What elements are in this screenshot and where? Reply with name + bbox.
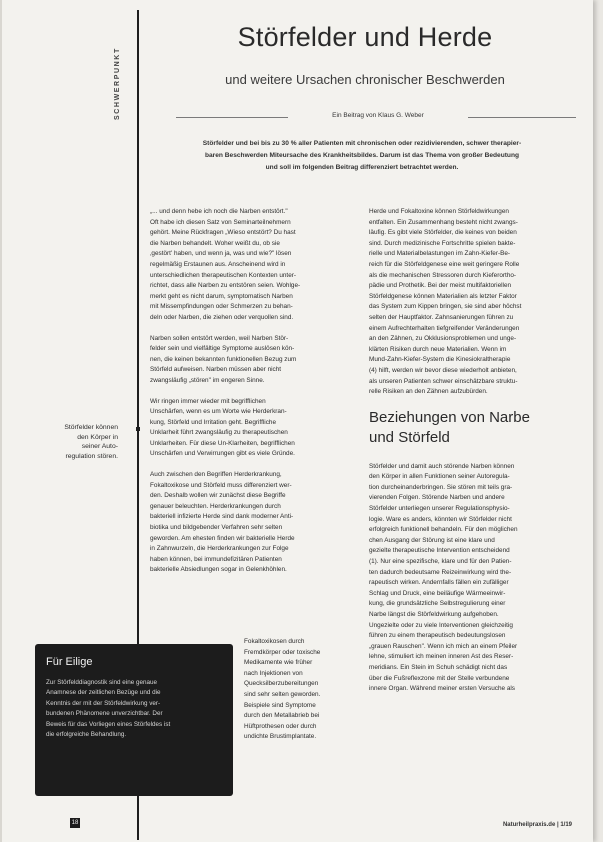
text-line: führen zu einem therapeutisch bedeutungslosen bbox=[369, 632, 506, 640]
intro-line: Störfelder und bei bis zu 30 % aller Patienten mit chronischen oder rezidivierenden, schwer therapier- bbox=[202, 140, 522, 147]
text-line: kung, Störfeld und Irritation geht. Begriffliche bbox=[150, 418, 276, 426]
footer-source: Naturheilpraxis.de | 1/19 bbox=[502, 822, 572, 828]
summary-line: bundenen Phänomene unverzichtbar. Der bbox=[46, 710, 163, 718]
text-line: Unschärfen, wenn es um Worte wie Herderkran- bbox=[150, 408, 287, 416]
text-line: Schlag und Druck, eine beiläufige Wärmeeinwir- bbox=[369, 589, 506, 597]
paragraph bbox=[369, 207, 572, 398]
text-line: Herde und Fokaltoxine können Störfeldwirkungen bbox=[369, 208, 509, 215]
text-line: „... und denn hebe ich noch die Narben entstört." bbox=[150, 208, 288, 215]
text-line: ten dadurch bedeutsame Reizeinwirkung wird the- bbox=[369, 568, 512, 576]
text-line: tion durcheinanderbringen. Sie stören mit teils gra- bbox=[369, 483, 513, 491]
text-line: unterschiedlichen therapeutischen Kontexten unter- bbox=[150, 271, 297, 279]
text-line: meridians. Ein Stein im Schuh schädigt nicht das bbox=[369, 663, 508, 671]
text-line: gehört. Meine Rückfragen „Wieso entstört? Du hast bbox=[150, 229, 296, 237]
marginal-line: den Körper in bbox=[77, 433, 118, 441]
text-line: Störfelder und damit auch störende Narben können bbox=[369, 462, 515, 470]
text-line: mit Missempfindungen oder Schmerzen zu behan- bbox=[150, 303, 293, 311]
left-column bbox=[150, 207, 350, 586]
text-line: in Zahnwurzeln, die Herderkrankungen zur Folge bbox=[150, 545, 289, 553]
text-line: undichte Brustimplantate. bbox=[244, 733, 317, 741]
text-line: rapeutisch wirken. Andernfalls fällen ein zufälliger bbox=[369, 579, 509, 587]
text-line: vierenden Folgen. Störende Narben und andere bbox=[369, 494, 505, 502]
marginal-line: seiner Auto- bbox=[81, 443, 118, 450]
text-line: (1). Nur eine spezifische, klare und für den Patien- bbox=[369, 558, 512, 566]
text-line: Quecksilberzubereitungen bbox=[244, 680, 319, 688]
summary-line: Anamnese der zeitlichen Bezüge und die bbox=[46, 689, 161, 697]
summary-box-title: Für Eilige bbox=[46, 656, 93, 668]
note-column bbox=[244, 637, 360, 743]
text-line: sind sehr selten geworden. bbox=[244, 690, 321, 698]
text-line: als unseren Patienten schwer einschätzbare struktu- bbox=[369, 377, 518, 385]
text-line: biotika und bildgebender Verfahren sehr selten bbox=[150, 524, 283, 532]
text-line: bakterielle Absiedlungen sogar in Gelenkhöhlen. bbox=[150, 566, 287, 574]
summary-line: Zur Störfelddiagnostik sind eine genaue bbox=[46, 679, 157, 686]
text-line: Störfeld aufweisen. Narben müssen aber nicht bbox=[150, 366, 282, 374]
text-line: klärten Risiken durch neue Materialien. Wenn im bbox=[369, 345, 507, 353]
text-line: lehne, stimuliert ich meinen inneren Ast des Reser- bbox=[369, 653, 514, 661]
text-line: regelmäßig Erstaunen aus. Anscheinend wird in bbox=[150, 260, 286, 268]
text-line: Ungezielte oder zu viele Interventionen gleichzeitig bbox=[369, 621, 513, 629]
marginal-note bbox=[32, 423, 118, 461]
text-line: Narbe längst die Störfeldwirkung aufgehoben. bbox=[369, 611, 499, 618]
text-line: reich für die Störfeldgenese eine weit geringere Rolle bbox=[369, 260, 520, 268]
heading-line: Beziehungen von Narbe bbox=[369, 408, 530, 426]
marginal-line: regulation stören. bbox=[65, 452, 118, 460]
text-line: Fokaltoxikose und Störfeld muss differenziert wer- bbox=[150, 481, 292, 489]
text-line: Fokaltoxikosen durch bbox=[244, 638, 305, 645]
intro-line: baren Beschwerden Miteursache des Krankheitsbildes. Darum ist das Thema von großer Bedeutung bbox=[204, 152, 520, 159]
text-line: kung, die grundsätzliche Selbstregulierung einer bbox=[369, 600, 506, 608]
text-line: ‚gestört' haben, und wenn ja, was und wie?" lösen bbox=[150, 250, 292, 258]
text-line: Unschärfen und Verwirrungen gibt es viele Gründe. bbox=[150, 450, 295, 458]
text-line: Störfeldgenese können Materialien als letzter Faktor bbox=[369, 292, 517, 300]
text-line: logie. Ware es anders, könnten wir Störfelder nicht bbox=[369, 515, 512, 523]
text-line: bakteriell infizierte Herde sind dank moderner Anti- bbox=[150, 513, 294, 521]
text-line: Mund-Zahn-Kiefer-System die Kinesiokraltherapie bbox=[369, 356, 511, 364]
text-line: nach Injektionen von bbox=[244, 669, 303, 677]
text-line: rielle und Materialbelastungen im Zahn-Kiefer-Be- bbox=[369, 250, 511, 258]
text-line: geworden. Am ehesten finden wir bakterielle Herde bbox=[150, 534, 295, 542]
summary-box-body bbox=[46, 678, 226, 740]
paragraph bbox=[150, 470, 350, 576]
text-line: pädie und Prothetik. Bei der meist multifaktoriellen bbox=[369, 282, 512, 290]
text-line: den Körper in allen Funktionen seiner Autoregula- bbox=[369, 473, 510, 481]
text-line: Oft habe ich diesen Satz von Seminarteilnehmern bbox=[150, 218, 291, 226]
text-line: merkt geht es nicht darum, symptomatisch Narben bbox=[150, 292, 293, 300]
text-line: Auch zwischen den Begriffen Herderkrankung, bbox=[150, 471, 282, 479]
text-line: genauer beleuchten. Herderkrankungen durch bbox=[150, 502, 281, 510]
text-line: durch den Metallabrieb bei bbox=[244, 712, 320, 720]
text-line: zwangsläufig „stören" im engeren Sinne. bbox=[150, 376, 265, 384]
right-column bbox=[369, 207, 572, 705]
text-line: Medikamente wie früher bbox=[244, 659, 313, 667]
text-line: Hüftprothesen oder durch bbox=[244, 722, 317, 730]
text-line: Narben sollen entstört werden, weil Narben Stör- bbox=[150, 334, 289, 342]
text-line: chen Ausgang der Störung ist eine klare und bbox=[369, 536, 495, 544]
text-line: die Narben behandelt. Woher weißt du, ob sie bbox=[150, 239, 280, 247]
text-line: gezielte therapeutische Intervention entscheidend bbox=[369, 547, 510, 555]
summary-line: Beweis für das Vorliegen eines Störfeldes ist bbox=[46, 720, 171, 728]
byline-rule-right bbox=[468, 117, 576, 118]
summary-box bbox=[35, 644, 233, 796]
text-line: den. Deshalb wollen wir zunächst diese Begriffe bbox=[150, 492, 286, 500]
text-line: „grauen Rauschen". Wenn ich mich an einem Pfeiler bbox=[369, 642, 518, 650]
text-line: (4) hilft, werden wir bevor diese wiederholt anbieten, bbox=[369, 366, 517, 374]
text-line: an den Zähnen, zu Okklusionsproblemen und unge- bbox=[369, 335, 517, 343]
intro-text bbox=[152, 138, 572, 174]
text-line: haben können, bei immundefizitären Patienten bbox=[150, 555, 282, 563]
text-line: einem Aufrechterhalten tiefgreifender Veränderungen bbox=[369, 324, 520, 332]
text-line: als die mechanischen Stressoren durch Kieferortho- bbox=[369, 271, 517, 279]
marginal-bullet bbox=[136, 427, 140, 431]
text-line: deln oder Narben, die ziehen oder verquollen sind. bbox=[150, 313, 294, 321]
text-line: sind. Durch medizinische Fortschritte spielen bakte- bbox=[369, 239, 516, 247]
article-title: Störfelder und Herde bbox=[237, 22, 493, 52]
text-line: richtet, dass alle Narben zu entstören seien. Wohlge- bbox=[150, 282, 301, 290]
heading-line: und Störfeld bbox=[369, 428, 450, 446]
intro-line: und soll im folgenden Beitrag differenziert betrachtet werden. bbox=[265, 164, 459, 171]
paragraph bbox=[150, 397, 350, 461]
text-line: läufig. Es gibt viele Störfelder, die keines von beiden bbox=[369, 229, 517, 237]
text-line: Unklarheit führt zwangsläufig zu therapeutischen bbox=[150, 429, 288, 437]
text-line: Fremdkörper oder toxische bbox=[244, 648, 321, 656]
text-line: erfolgreich funktionell behandeln. Für den möglichen bbox=[369, 526, 518, 534]
paragraph bbox=[150, 334, 350, 387]
article-subtitle: und weitere Ursachen chronischer Beschwerden bbox=[225, 72, 505, 87]
text-line: Beispiele sind Symptome bbox=[244, 701, 316, 709]
text-line: entfalten. Ein Zusammenhang besteht nicht zwangs- bbox=[369, 218, 518, 226]
byline-row bbox=[176, 110, 576, 124]
text-line: Wir ringen immer wieder mit begrifflichen bbox=[150, 397, 266, 405]
page-number: 18 bbox=[71, 820, 79, 826]
section-heading bbox=[369, 408, 572, 448]
text-line: Unklarheiten. Für diese Un-Klarheiten, begrifflichen bbox=[150, 439, 295, 447]
section-kicker: SCHWERPUNKT bbox=[114, 47, 121, 120]
byline: Ein Beitrag von Klaus G. Weber bbox=[332, 112, 424, 119]
page-fold bbox=[0, 0, 2, 842]
text-line: nen, die keinen bekannten funktionellen Bezug zum bbox=[150, 355, 297, 363]
text-line: Störfelder unterliegen unserer Regulationsphysio- bbox=[369, 505, 510, 513]
summary-line: die erfolgreiche Behandlung. bbox=[46, 731, 127, 739]
text-line: relle Risiken an den Zähnen aufzubürden. bbox=[369, 388, 488, 396]
marginal-line: Störfelder können bbox=[64, 424, 118, 431]
byline-rule-left bbox=[176, 117, 288, 118]
text-line: innere Organ. Während meiner ersten Versuche als bbox=[369, 685, 515, 693]
text-line: über die Fußreflexzone mit der Stelle verbundene bbox=[369, 674, 510, 682]
text-line: selten der Hauptfaktor. Zahnsanierungen führen zu bbox=[369, 313, 514, 321]
paragraph bbox=[150, 207, 350, 324]
text-line: felder sein und vielfältige Symptome auslösen kön- bbox=[150, 345, 295, 353]
text-line: das System zum Kippen bringen, sie sind aber höchst bbox=[369, 303, 522, 311]
paragraph bbox=[369, 462, 572, 695]
summary-line: Kenntnis der mit der Störfeldwirkung ver- bbox=[46, 699, 161, 707]
